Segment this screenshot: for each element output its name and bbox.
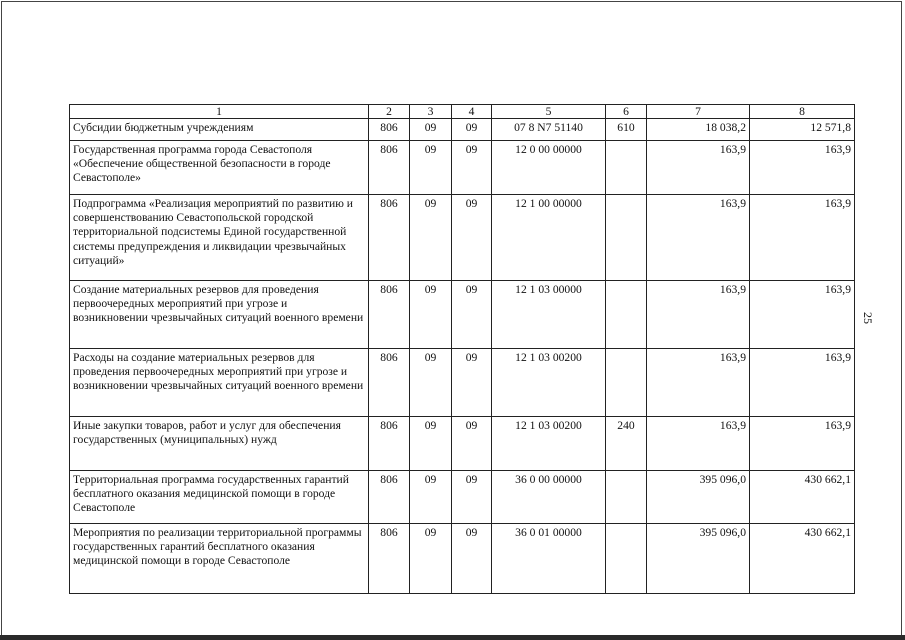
row-sum-year1: 395 096,0 [647, 524, 750, 594]
row-expense-type [606, 349, 647, 417]
row-ministry: 806 [369, 349, 410, 417]
row-sum-year1: 163,9 [647, 417, 750, 471]
row-name: Мероприятия по реализации территориальной программы государственных гарантий бесплатного оказания медицинской помощи в городе Севастополе [70, 524, 369, 594]
header-cell: 4 [452, 105, 492, 119]
row-expense-type [606, 524, 647, 594]
page-number: 25 [861, 312, 875, 324]
row-section: 09 [410, 119, 452, 141]
row-ministry: 806 [369, 417, 410, 471]
row-expense-type [606, 471, 647, 524]
row-name: Территориальная программа государственных гарантий бесплатного оказания медицинской помощи в городе Севастополе [70, 471, 369, 524]
row-section: 09 [410, 417, 452, 471]
table-row [70, 195, 855, 281]
row-target: 36 0 00 00000 [492, 471, 606, 524]
row-target: 12 0 00 00000 [492, 141, 606, 195]
row-ministry: 806 [369, 119, 410, 141]
header-cell: 1 [70, 105, 369, 119]
row-subsection: 09 [452, 349, 492, 417]
row-sum-year1: 163,9 [647, 281, 750, 349]
row-expense-type [606, 195, 647, 281]
row-section: 09 [410, 471, 452, 524]
row-subsection: 09 [452, 524, 492, 594]
row-sum-year2: 163,9 [750, 349, 855, 417]
row-ministry: 806 [369, 281, 410, 349]
row-expense-type [606, 281, 647, 349]
row-target: 12 1 03 00200 [492, 349, 606, 417]
table-row [70, 281, 855, 349]
row-sum-year1: 163,9 [647, 349, 750, 417]
header-cell: 6 [606, 105, 647, 119]
row-ministry: 806 [369, 524, 410, 594]
header-cell: 2 [369, 105, 410, 119]
row-name: Подпрограмма «Реализация мероприятий по развитию и совершенствованию Севастопольской городской территориальной подсистемы Единой государственной системы предупреждения и ликвидации чрезвычайных ситуаций» [70, 195, 369, 281]
row-sum-year2: 430 662,1 [750, 524, 855, 594]
row-expense-type: 240 [606, 417, 647, 471]
row-target: 12 1 00 00000 [492, 195, 606, 281]
row-expense-type: 610 [606, 119, 647, 141]
table-row [70, 524, 855, 594]
row-sum-year1: 395 096,0 [647, 471, 750, 524]
scan-bottom-edge [0, 635, 905, 640]
header-cell: 8 [750, 105, 855, 119]
header-cell: 3 [410, 105, 452, 119]
budget-table [69, 104, 855, 594]
row-subsection: 09 [452, 119, 492, 141]
row-subsection: 09 [452, 141, 492, 195]
row-subsection: 09 [452, 417, 492, 471]
row-target: 12 1 03 00000 [492, 281, 606, 349]
row-sum-year1: 18 038,2 [647, 119, 750, 141]
row-sum-year2: 430 662,1 [750, 471, 855, 524]
table-row [70, 417, 855, 471]
row-ministry: 806 [369, 141, 410, 195]
row-section: 09 [410, 281, 452, 349]
row-subsection: 09 [452, 281, 492, 349]
table-row [70, 349, 855, 417]
row-target: 07 8 N7 51140 [492, 119, 606, 141]
row-sum-year2: 163,9 [750, 195, 855, 281]
row-ministry: 806 [369, 195, 410, 281]
row-sum-year1: 163,9 [647, 141, 750, 195]
row-name: Субсидии бюджетным учреждениям [70, 119, 369, 141]
row-sum-year2: 163,9 [750, 417, 855, 471]
row-name: Создание материальных резервов для проведения первоочередных мероприятий при угрозе и возникновении чрезвычайных ситуаций военного времени [70, 281, 369, 349]
table-row [70, 119, 855, 141]
row-target: 36 0 01 00000 [492, 524, 606, 594]
row-section: 09 [410, 349, 452, 417]
row-expense-type [606, 141, 647, 195]
row-sum-year2: 12 571,8 [750, 119, 855, 141]
row-target: 12 1 03 00200 [492, 417, 606, 471]
header-cell: 5 [492, 105, 606, 119]
row-sum-year1: 163,9 [647, 195, 750, 281]
table-row [70, 471, 855, 524]
row-name: Иные закупки товаров, работ и услуг для обеспечения государственных (муниципальных) нужд [70, 417, 369, 471]
row-section: 09 [410, 195, 452, 281]
row-name: Государственная программа города Севастополя «Обеспечение общественной безопасности в городе Севастополе» [70, 141, 369, 195]
row-subsection: 09 [452, 195, 492, 281]
row-name: Расходы на создание материальных резервов для проведения первоочередных мероприятий при угрозе и возникновении чрезвычайных ситуаций военного времени [70, 349, 369, 417]
table-header-row [70, 105, 855, 119]
row-sum-year2: 163,9 [750, 281, 855, 349]
row-ministry: 806 [369, 471, 410, 524]
table-row [70, 141, 855, 195]
row-sum-year2: 163,9 [750, 141, 855, 195]
row-section: 09 [410, 524, 452, 594]
header-cell: 7 [647, 105, 750, 119]
row-subsection: 09 [452, 471, 492, 524]
row-section: 09 [410, 141, 452, 195]
